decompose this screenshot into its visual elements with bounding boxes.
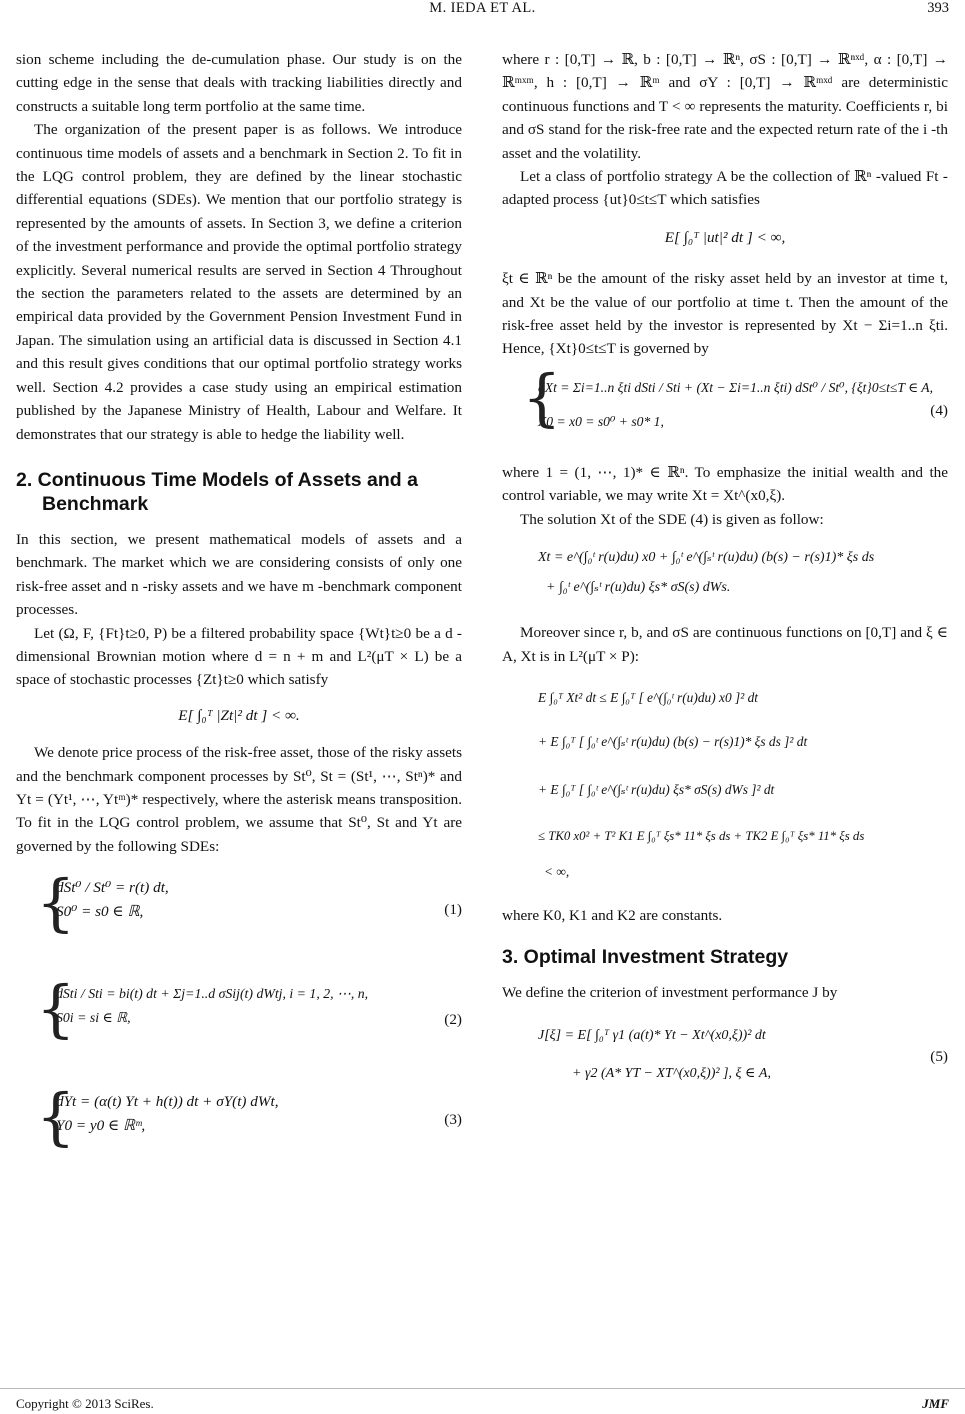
equation-line: + ∫₀ᵗ e^(∫ₛᵗ r(u)du) ξs* σS(s) dWs. [546,580,731,596]
equation-number: (4) [930,401,948,419]
equation-line: Xt = e^(∫₀ᵗ r(u)du) x0 + ∫₀ᵗ e^(∫ₛᵗ r(u)du) (b(s) − r(s)1)* ξs ds [538,550,875,566]
equation-3 [16,1080,462,1154]
running-title: M. IEDA ET AL. [429,0,536,16]
equation-line: dSti / Sti = bi(t) dt + Σj=1..d σSij(t) dWtj, i = 1, 2, ⋯, n, [56,986,369,1002]
footer-divider [0,1388,965,1389]
page-header [0,0,965,40]
equation-4 [502,360,948,453]
equation-number: (5) [930,1047,948,1065]
section-heading: 3. Optimal Investment Strategy [502,946,789,969]
equation-line: + E ∫₀ᵀ [ ∫₀ᵗ e^(∫ₛᵗ r(u)du) (b(s) − r(s)1)* ξs ds ]² dt [538,733,808,749]
left-column [16,48,462,1154]
equation-number: (2) [444,1011,462,1029]
brace-glyph: { [36,866,76,940]
equation-line: S0i = si ∈ ℝ, [56,1010,131,1026]
brace-glyph: { [522,360,562,434]
journal-abbrev: JMF [922,1396,949,1411]
brace-glyph: { [36,972,76,1046]
copyright-notice: Copyright © 2013 SciRes. [16,1396,154,1411]
equation-line: + γ2 (A* YT − XT^(x0,ξ))² ], ξ ∈ A, [572,1065,771,1081]
brace-glyph: { [36,1080,76,1154]
paragraph: The solution Xt of the SDE (4) is given as follow: [520,510,824,528]
equation-admissible: E[ ∫₀ᵀ |ut|² dt ] < ∞, [664,228,786,246]
equation-square-integrable: E[ ∫₀ᵀ |Zt|² dt ] < ∞. [178,706,300,724]
paragraph: where r : [0,T] → ℝ, b : [0,T] → ℝⁿ, σS : [0,T] → ℝⁿˣᵈ, α : [0,T] → ℝᵐˣᵐ, h : [0,T] → ℝᵐ and σY : [0,T] → ℝᵐˣᵈ are deterministic continuous functions and T < ∞ represents the maturity. Coefficients r, bi and σS stand for the risk-free rate and the expected return rate of the i -th asset and the volatility. [502,51,948,162]
equation-1 [16,866,462,952]
paragraph: Let (Ω, F, {Ft}t≥0, P) be a filtered probability space {Wt}t≥0 be a d -dimensional Brownian motion where d = n + m and L²(μT × L) be a space of stochastic processes {Zt}t≥0 which satisfy [16,624,462,689]
paragraph: ξt ∈ ℝⁿ be the amount of the risky asset held by an investor at time t, and Xt be the value of our portfolio at time t. Then the amount of the risk-free asset held by the investor is represented by Xt − Σi=1..n ξti. Hence, {Xt}0≤t≤T is governed by [502,270,948,358]
equation-solution [502,543,948,603]
paragraph: where 1 = (1, ⋯, 1)* ∈ ℝⁿ. To emphasize the initial wealth and the control variable, we may write Xt = Xt^(x0,ξ). [502,463,948,505]
paragraph: We denote price process of the risk-free asset, those of the risky assets and the benchmark component processes by St⁰, St = (St¹, ⋯, Stⁿ)* and Yt = (Yt¹, ⋯, Ytᵐ)* respectively, where the asterisk means transposition. To fit in the LQG control problem, we assume that St⁰, St and Yt are governed by the following SDEs: [16,744,462,855]
equation-line: dXt = Σi=1..n ξti dSti / Sti + (Xt − Σi=1..n ξti) dSt⁰ / St⁰, {ξt}0≤t≤T ∈ A, [538,379,933,395]
equation-line: X0 = x0 = s0⁰ + s0* 1, [538,413,664,429]
equation-line: < ∞, [544,863,570,879]
equation-line: S0⁰ = s0 ∈ ℝ, [56,903,144,921]
equation-line: Y0 = y0 ∈ ℝᵐ, [56,1117,146,1135]
section-heading: 2. Continuous Time Models of Assets and a Benchmark [16,468,418,515]
equation-line: dSt⁰ / St⁰ = r(t) dt, [56,879,169,897]
paragraph: Let a class of portfolio strategy A be the collection of ℝⁿ -valued Ft -adapted process {ut}0≤t≤T which satisfies [502,168,948,209]
paragraph: The organization of the present paper is as follows. We introduce continuous time models of assets and a benchmark in Section 2. To fit in the LQG control problem, they are defined by the linear stochastic differential equations (SDEs). We mention that our portfolio strategy is represented by the amounts of assets. In Section 3, we define a criterion of the investment performance and provide the optimal portfolio strategy explicitly. Several numerical results are served in Section 4 Throughout the section the parameters related to the assets are determined by an empirical data provided by the Government Pension Investment Fund in Japan. The simulation using an artificial data is discussed in Section 4.1 and this result gives conditions that our optimal portfolio strategy works well. Section 4.2 provides a case study using an empirical estimation published by the Japanese Ministry of Health, Labour and Welfare. It demonstrates that our strategy is able to hedge the liability well. [16,121,462,443]
equation-5 [502,1017,948,1097]
page-number: 393 [927,0,949,16]
equation-line: ≤ TK0 x0² + T² K1 E ∫₀ᵀ ξs* 11* ξs ds + TK2 E ∫₀ᵀ ξs* 11* ξs ds [538,828,865,843]
equation-number: (1) [444,901,462,919]
paragraph: Moreover since r, b, and σS are continuous functions on [0,T] and ξ ∈ A, Xt is in L²(μT × P): [502,624,948,665]
right-column [502,48,948,1097]
equation-line: + E ∫₀ᵀ [ ∫₀ᵗ e^(∫ₛᵗ r(u)du) ξs* σS(s) dWs ]² dt [538,781,775,797]
equation-2 [16,972,462,1066]
paragraph: We define the criterion of investment performance J by [502,984,838,1002]
equation-estimate [502,678,948,886]
paragraph: where K0, K1 and K2 are constants. [502,906,723,924]
paragraph: In this section, we present mathematical models of assets and a benchmark. The market which we are considering consists of only one risk-free asset and n -risky assets and we have m -benchmark component processes. [16,530,462,619]
paragraph: sion scheme including the de-cumulation phase. Our study is on the cutting edge in the sense that deals with tracking liabilities directly and constructs a suitable long term portfolio at the same time. [16,51,462,115]
equation-line: dYt = (α(t) Yt + h(t)) dt + σY(t) dWt, [56,1093,279,1111]
equation-number: (3) [444,1111,462,1129]
equation-line: E ∫₀ᵀ Xt² dt ≤ E ∫₀ᵀ [ e^(∫₀ᵗ r(u)du) x0 ]² dt [538,689,758,705]
equation-line: J[ξ] = E[ ∫₀ᵀ γ1 (a(t)* Yt − Xt^(x0,ξ))² dt [538,1027,766,1043]
